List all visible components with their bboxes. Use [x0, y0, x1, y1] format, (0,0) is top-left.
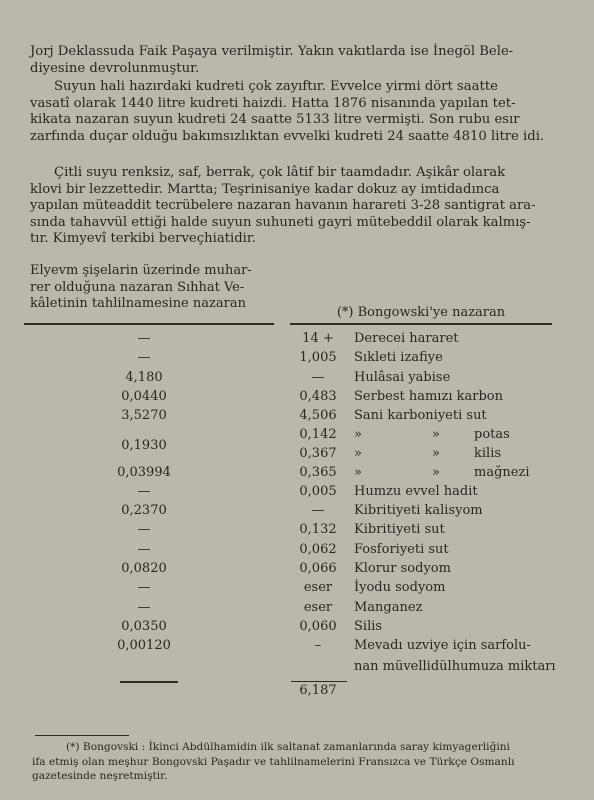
substance-name: Mevadı uzviye için sarfolu-	[354, 638, 531, 653]
table-row	[0, 598, 594, 617]
table-row	[0, 578, 594, 597]
text-line: Jorj Deklassuda Faik Paşaya verilmiştir. Yakın vakıtlarda ise İnegöl Bele-	[30, 44, 514, 59]
table-row	[0, 540, 594, 559]
right-value: 0,066	[299, 561, 337, 576]
left-value: 0,0820	[121, 561, 167, 576]
substance-name: Silis	[354, 619, 383, 634]
table-row	[0, 520, 594, 539]
table-row	[0, 559, 594, 578]
substance-name: İyodu sodyom	[354, 580, 446, 595]
right-value: 0,062	[299, 542, 337, 557]
text-line: klovi bir lezzettedir. Martta; Teşrinisaniye kadar dokuz ay imtidadınca	[30, 181, 500, 197]
right-value: 4,506	[299, 408, 337, 423]
right-value: 0,483	[299, 389, 337, 404]
table-row	[0, 438, 594, 463]
right-value: —	[311, 370, 325, 385]
text-line: vasatî olarak 1440 litre kudreti haizdi. Hatta 1876 nisanında yapılan tet-	[30, 95, 516, 111]
substance-name: Derecei hararet	[354, 331, 459, 346]
text-line: Çitli suyu renksiz, saf, berrak, çok lâtif bir taamdadır. Aşikâr olarak	[54, 165, 506, 180]
left-column-header	[30, 263, 274, 313]
paragraph-2	[30, 79, 564, 145]
table-row	[0, 463, 594, 482]
left-value: —	[137, 331, 151, 346]
left-header-rule	[24, 323, 274, 325]
right-value: eser	[303, 580, 333, 595]
footnote-line: ifa etmiş olan meşhur Bongovski Paşadır ve tahlilnamelerini Fransızca ve Türkçe Osmanlı	[32, 755, 515, 768]
right-value: 0,365	[299, 465, 337, 480]
substance-name: Kibritiyeti kalisyom	[354, 503, 483, 518]
substance-name: Klorur sodyom	[354, 561, 451, 576]
substance-suffix: potas	[474, 427, 510, 442]
left-value: 3,5270	[121, 408, 167, 423]
footnote-line: gazetesinde neşretmiştir.	[32, 770, 168, 782]
left-value: —	[137, 350, 151, 365]
left-value: 4,180	[125, 370, 163, 385]
left-value: 0,03994	[117, 465, 171, 480]
header-line: rer olduğuna nazaran Sıhhat Ve-	[30, 279, 245, 295]
substance-name: »	[354, 465, 362, 480]
substance-suffix: mağnezi	[474, 465, 530, 480]
right-header-rule	[290, 323, 552, 325]
left-value: 0,2370	[121, 503, 167, 518]
right-value: 0,132	[299, 522, 337, 537]
table-row	[0, 406, 594, 425]
substance-name: »	[354, 427, 362, 442]
substance-name: Sıkleti izafiye	[354, 350, 443, 365]
text-line: zarfında duçar olduğu bakımsızlıktan evvelki kudreti 24 saatte 4810 litre idi.	[30, 128, 545, 144]
right-value: 14 +	[302, 331, 334, 346]
table-row	[0, 348, 594, 367]
right-column-header: (*) Bongowski'ye nazaran	[336, 305, 506, 320]
text-line: Suyun hali hazırdaki kudreti çok zayıftır. Evvelce yirmi dört saatte	[54, 79, 498, 94]
right-value: 1,005	[299, 350, 337, 365]
paragraph-3	[30, 165, 564, 248]
substance-name: Serbest hamızı karbon	[354, 389, 503, 404]
footnote-rule	[35, 735, 129, 736]
substance-name: Humzu evvel hadit	[354, 484, 478, 499]
right-value: –	[314, 638, 322, 653]
left-value: —	[137, 542, 151, 557]
last-row-continuation: nan müvellidülhumuza miktarı	[354, 659, 556, 674]
left-total-rule	[120, 681, 178, 683]
left-value: 0,1930	[121, 438, 167, 453]
footnote-line: (*) Bongovski : İkinci Abdülhamidin ilk saltanat zamanlarında saray kimyagerliğini	[66, 741, 510, 753]
right-value: 0,005	[299, 484, 337, 499]
table-row	[0, 617, 594, 636]
ditto-mark: »	[432, 446, 440, 461]
right-value: 0,367	[299, 446, 337, 461]
substance-name: Kibritiyeti sut	[354, 522, 445, 537]
table-row	[0, 636, 594, 655]
right-total: 6,187	[299, 683, 337, 698]
text-line: sında tahavvül ettiği halde suyun suhuneti gayri mütebeddil olarak kalmış-	[30, 214, 531, 230]
table-row	[0, 387, 594, 406]
text-line: tır. Kimyevî terkibi berveçhiatidir.	[30, 231, 256, 247]
right-value: eser	[303, 600, 333, 615]
substance-name: Manganez	[354, 600, 423, 615]
left-value: 0,0440	[121, 389, 167, 404]
text-line: yapılan müteaddit tecrübelere nazaran havanın harareti 3-28 santigrat ara-	[30, 198, 536, 214]
substance-name: Fosforiyeti sut	[354, 542, 449, 557]
right-value: —	[311, 503, 325, 518]
header-line: Elyevm şişelarin üzerinde muhar-	[30, 263, 252, 278]
ditto-mark: »	[432, 427, 440, 442]
text-line: kikata nazaran suyun kudreti 24 saatte 5133 litre vermişti. Son rubu esır	[30, 112, 520, 128]
table-row	[0, 501, 594, 520]
footnote	[32, 740, 566, 784]
text-line: diyesine devrolunmuştur.	[30, 60, 200, 76]
left-value: 0,00120	[117, 638, 171, 653]
paragraph-1	[30, 44, 564, 77]
ditto-mark: »	[432, 465, 440, 480]
substance-suffix: kilis	[474, 446, 502, 461]
table-row	[0, 329, 594, 348]
right-total-rule	[291, 681, 347, 682]
table-row	[0, 425, 594, 444]
table-row	[0, 368, 594, 387]
substance-name: Sani karboniyeti sut	[354, 408, 487, 423]
left-value: —	[137, 484, 151, 499]
table-row	[0, 482, 594, 501]
left-value: 0,0350	[121, 619, 167, 634]
substance-name: »	[354, 446, 362, 461]
left-value: —	[137, 580, 151, 595]
right-value: 0,142	[299, 427, 337, 442]
left-value: —	[137, 600, 151, 615]
header-line: kâletinin tahlilnamesine nazaran	[30, 296, 246, 311]
right-value: 0,060	[299, 619, 337, 634]
substance-name: Hulâsai yabise	[354, 370, 451, 385]
left-value: —	[137, 522, 151, 537]
